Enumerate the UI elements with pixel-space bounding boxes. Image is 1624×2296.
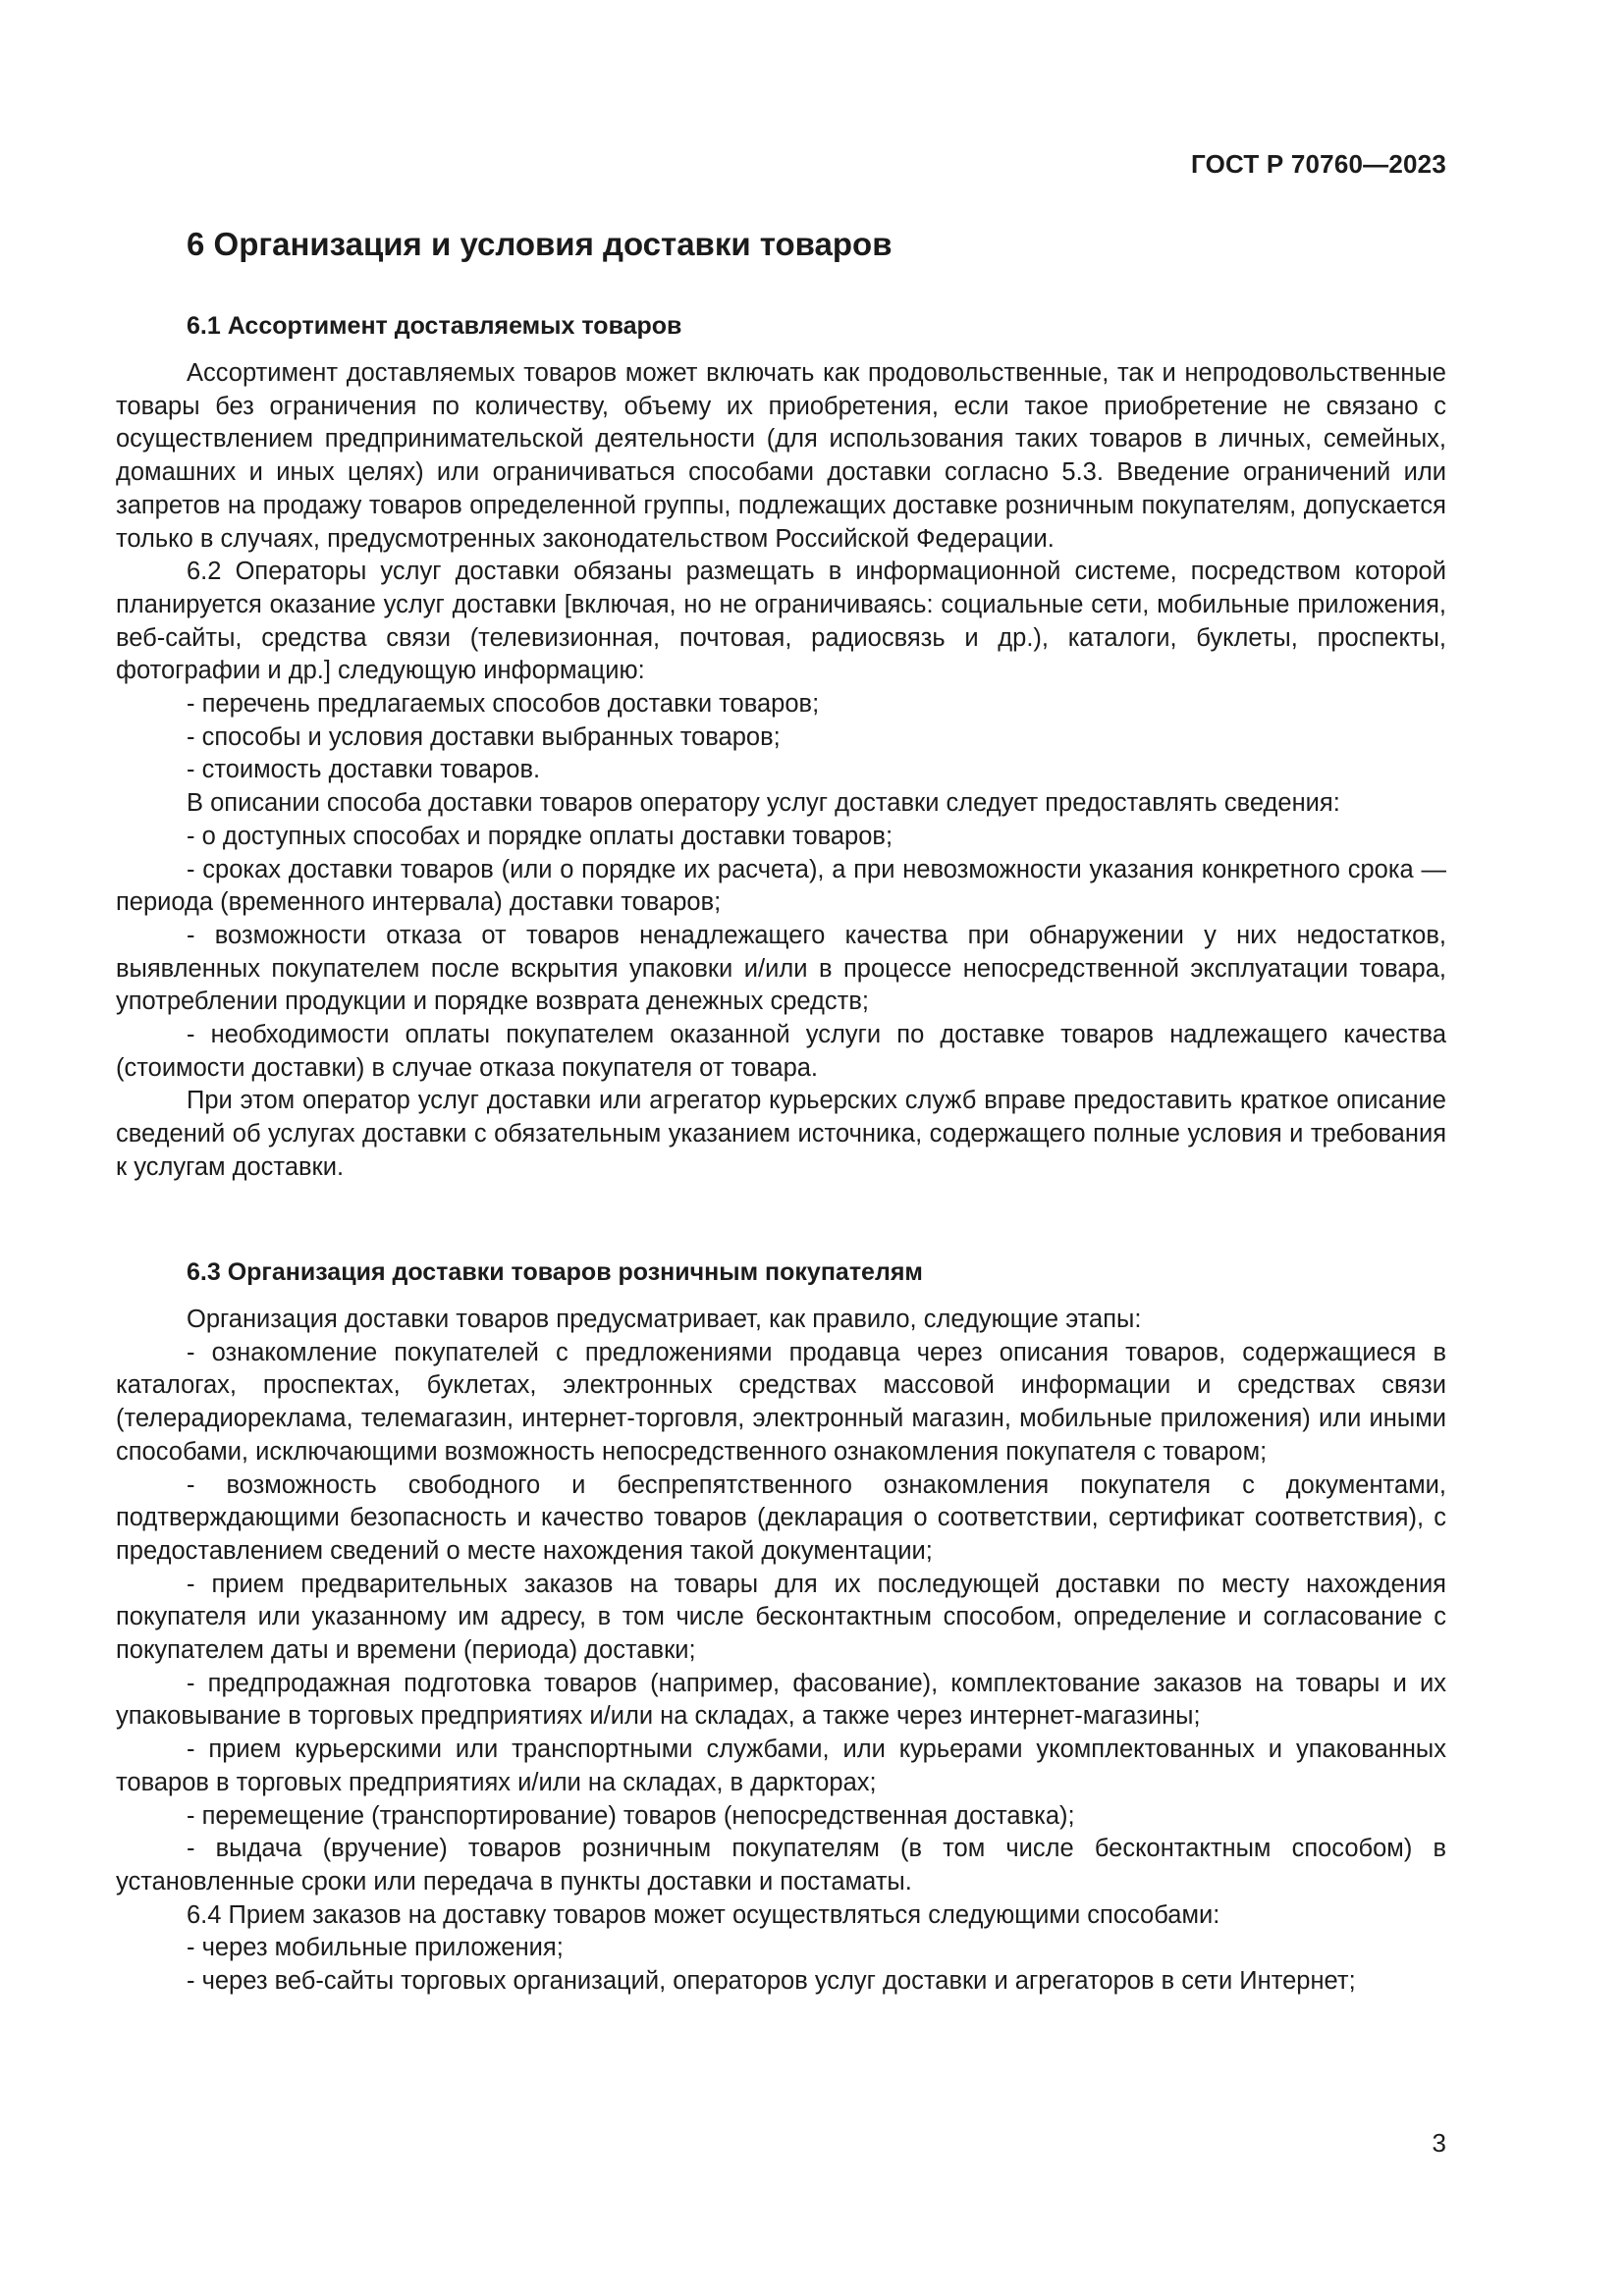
paragraph: 6.2 Операторы услуг доставки обязаны размещать в информационной системе, посредством которой планируется оказание услуг доставки [включая, но не ограничиваясь: социальные сети, мобильные приложения, веб-сайты, средства связи (телевизионная, почтовая, радиосвязь и др.), каталоги, буклеты, проспекты, фотографии и др.] следующую информацию:: [116, 558, 1446, 685]
list-item: - через веб-сайты торговых организаций, операторов услуг доставки и агрегаторов в сети Интернет;: [187, 1967, 1356, 1996]
text-block-6-3-6-4: [116, 1304, 1446, 1999]
subsection-title-6-3: 6.3 Организация доставки товаров розничным покупателям: [187, 1258, 923, 1286]
list-item: - способы и условия доставки выбранных товаров;: [187, 722, 781, 751]
standard-code: ГОСТ Р 70760—2023: [1191, 149, 1446, 179]
list-item: - перечень предлагаемых способов доставки товаров;: [187, 690, 820, 719]
list-item: - стоимость доставки товаров.: [187, 756, 541, 784]
section-title: 6 Организация и условия доставки товаров: [187, 226, 893, 262]
paragraph: 6.4 Прием заказов на доставку товаров может осуществляться следующими способами:: [187, 1900, 1220, 1929]
list-item: - прием курьерскими или транспортными службами, или курьерами укомплектованных и упакованных товаров в торговых предприятиях и/или на складах, в даркторах;: [116, 1735, 1446, 1796]
list-item: - через мобильные приложения;: [187, 1934, 564, 1962]
list-item: - возможность свободного и беспрепятственного ознакомления покупателя с документами, подтверждающими безопасность и качество товаров (декларация о соответствии, сертификат соответствия), с предоставлением сведений о месте нахождения такой документации;: [116, 1470, 1446, 1565]
paragraph: Ассортимент доставляемых товаров может включать как продовольственные, так и непродовольственные товары без ограничения по количеству, объему их приобретения, если такое приобретение не связано с осуществлением предпринимательской деятельности (для использования таких товаров в личных, семейных, домашних и иных целях) или ограничиваться способами доставки согласно 5.3. Введение ограничений или запретов на продажу товаров определенной группы, подлежащих доставке розничным покупателям, допускается только в случаях, предусмотренных законодательством Российской Федерации.: [116, 359, 1446, 553]
text-block-6-1-6-2: [116, 357, 1446, 1185]
subsection-title-6-1: 6.1 Ассортимент доставляемых товаров: [187, 312, 682, 340]
list-item: - прием предварительных заказов на товары для их последующей доставки по месту нахождения покупателя или указанному им адресу, в том числе бесконтактным способом, определение и согласование с покупателем даты и времени (периода) доставки;: [116, 1570, 1446, 1665]
list-item: - перемещение (транспортирование) товаров (непосредственная доставка);: [187, 1801, 1075, 1830]
list-item: - ознакомление покупателей с предложениями продавца через описания товаров, содержащиеся в каталогах, проспектах, буклетах, электронных средствах массовой информации и средствах связи (телерадиореклама, телемагазин, интернет-торговля, электронный магазин, мобильные приложения) или иными способами, исключающими возможность непосредственного ознакомления покупателя с товаром;: [116, 1338, 1446, 1466]
list-item: - предпродажная подготовка товаров (например, фасование), комплектование заказов на товары и их упаковывание в торговых предприятиях и/или на складах, а также через интернет-магазины;: [116, 1669, 1446, 1731]
list-item: - сроках доставки товаров (или о порядке их расчета), а при невозможности указания конкретного срока — периода (временного интервала) доставки товаров;: [116, 855, 1446, 917]
list-item: - возможности отказа от товаров ненадлежащего качества при обнаружении у них недостатков, выявленных покупателем после вскрытия упаковки и/или в процессе непосредственной эксплуатации товара, употреблении продукции и порядке возврата денежных средств;: [116, 921, 1446, 1016]
paragraph: Организация доставки товаров предусматривает, как правило, следующие этапы:: [187, 1306, 1142, 1333]
list-item: - выдача (вручение) товаров розничным покупателям (в том числе бесконтактным способом) в установленные сроки или передача в пункты доставки и постаматы.: [116, 1835, 1446, 1896]
paragraph: При этом оператор услуг доставки или агрегатор курьерских служб вправе предоставить краткое описание сведений об услугах доставки с обязательным указанием источника, содержащего полные условия и требования к услугам доставки.: [116, 1087, 1446, 1181]
list-item: - необходимости оплаты покупателем оказанной услуги по доставке товаров надлежащего качества (стоимости доставки) в случае отказа покупателя от товара.: [116, 1021, 1446, 1082]
list-item: - о доступных способах и порядке оплаты доставки товаров;: [187, 822, 893, 850]
paragraph: В описании способа доставки товаров оператору услуг доставки следует предоставлять сведения:: [187, 789, 1340, 818]
page-number: 3: [1432, 2128, 1446, 2158]
